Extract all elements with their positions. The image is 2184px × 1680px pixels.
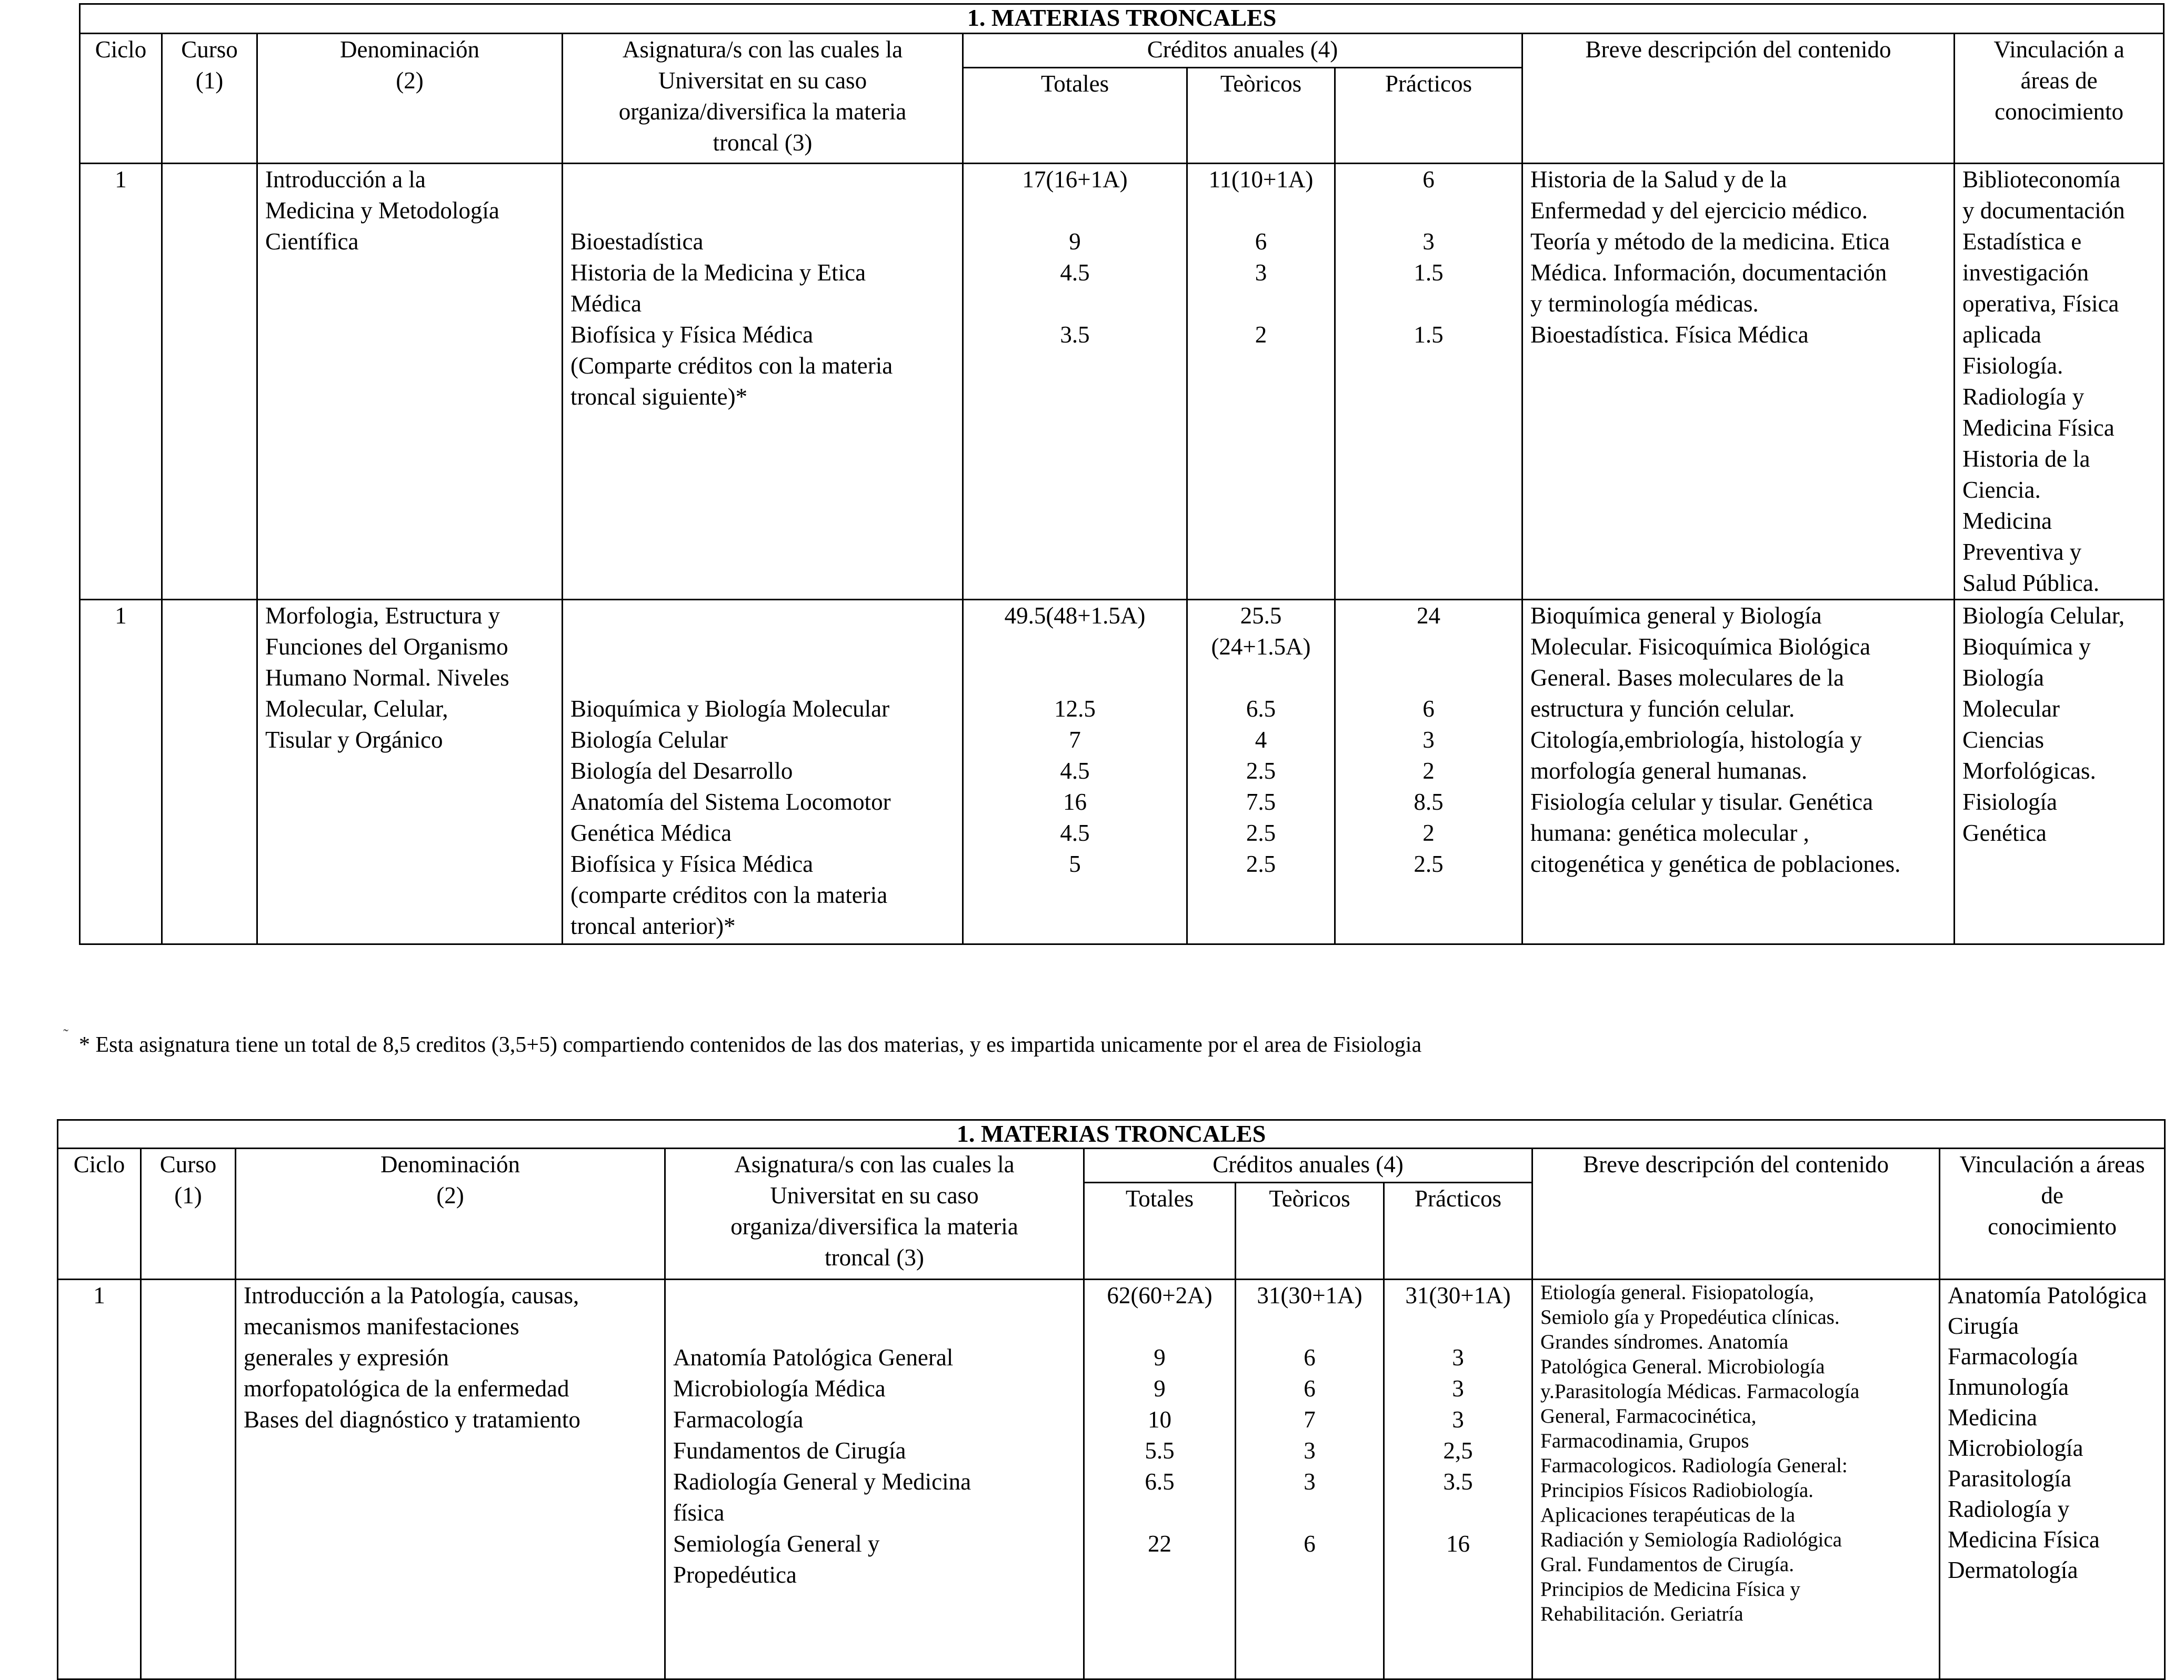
cell-totales: 17(16+1A) 9 4.5 3.5 (963, 164, 1187, 600)
cell-denominacion: Introducción a la Patología, causas, mecanismos manifestaciones generales y expresión morfopatológica de la enfermedad Bases del diagnóstico y tratamiento (236, 1280, 665, 1679)
table-title: 1. MATERIAS TRONCALES (58, 1120, 2165, 1149)
cell-asignaturas: Anatomía Patológica General Microbiología Médica Farmacología Fundamentos de Cirugía Radiología General y Medicina física Semiología General y Propedéutica (665, 1280, 1084, 1679)
materias-troncales-table-2 (57, 1119, 2166, 1680)
cell-practicos: 31(30+1A) 3 3 3 2,5 3.5 16 (1384, 1280, 1532, 1679)
header-descripcion: Breve descripción del contenido (1522, 34, 1955, 164)
cell-curso (162, 600, 257, 944)
table-row (58, 1280, 2165, 1679)
header-creditos: Créditos anuales (4) (963, 34, 1522, 68)
cell-teoricos: 31(30+1A) 6 6 7 3 3 6 (1236, 1280, 1384, 1679)
header-ciclo: Ciclo (80, 34, 162, 164)
header-curso: Curso (1) (141, 1149, 236, 1280)
header-vinculacion: Vinculación a áreas de conocimiento (1955, 34, 2164, 164)
header-practicos: Prácticos (1384, 1183, 1532, 1280)
header-teoricos: Teòricos (1187, 68, 1335, 164)
header-descripcion: Breve descripción del contenido (1532, 1149, 1940, 1280)
materias-troncales-table-1 (79, 3, 2165, 945)
cell-descripcion: Bioquímica general y Biología Molecular. Fisicoquímica Biológica General. Bases moleculares de la estructura y función celular. Citología,embriología, histología y morfología general humanas. Fisiología celular y tisular. Genética humana: genética molecular , citogenética y genética de poblaciones. (1522, 600, 1955, 944)
header-totales: Totales (1084, 1183, 1236, 1280)
cell-practicos: 6 3 1.5 1.5 (1335, 164, 1522, 600)
cell-descripcion: Historia de la Salud y de la Enfermedad y del ejercicio médico. Teoría y método de la medicina. Etica Médica. Información, documentación y terminología médicas. Bioestadística. Física Médica (1522, 164, 1955, 600)
header-denominacion: Denominación (2) (257, 34, 563, 164)
header-denominacion: Denominación (2) (236, 1149, 665, 1280)
cell-vinculacion: Anatomía Patológica Cirugía Farmacología Inmunología Medicina Microbiología Parasitología Radiología y Medicina Física Dermatología (1940, 1280, 2165, 1679)
cell-totales: 49.5(48+1.5A) 12.5 7 4.5 16 4.5 5 (963, 600, 1187, 944)
header-creditos: Créditos anuales (4) (1084, 1149, 1532, 1183)
header-ciclo: Ciclo (58, 1149, 141, 1280)
header-asignaturas: Asignatura/s con las cuales la Universitat en su caso organiza/diversifica la materia troncal (3) (563, 34, 963, 164)
header-teoricos: Teòricos (1236, 1183, 1384, 1280)
cell-vinculacion: Biología Celular, Bioquímica y Biología Molecular Ciencias Morfológicas. Fisiología Genética (1955, 600, 2164, 944)
cell-asignaturas: Bioquímica y Biología Molecular Biología Celular Biología del Desarrollo Anatomía del Sistema Locomotor Genética Médica Biofísica y Física Médica (comparte créditos con la materia troncal anterior)* (563, 600, 963, 944)
cell-totales: 62(60+2A) 9 9 10 5.5 6.5 22 (1084, 1280, 1236, 1679)
cell-asignaturas: Bioestadística Historia de la Medicina y Etica Médica Biofísica y Física Médica (Comparte créditos con la materia troncal siguiente)* (563, 164, 963, 600)
cell-ciclo: 1 (58, 1280, 141, 1679)
cell-practicos: 24 6 3 2 8.5 2 2.5 (1335, 600, 1522, 944)
header-totales: Totales (963, 68, 1187, 164)
table-row (80, 164, 2164, 600)
table-title: 1. MATERIAS TRONCALES (80, 4, 2164, 34)
cell-denominacion: Morfologia, Estructura y Funciones del Organismo Humano Normal. Niveles Molecular, Celular, Tisular y Orgánico (257, 600, 563, 944)
cell-vinculacion: Biblioteconomía y documentación Estadística e investigación operativa, Física aplicada Fisiología. Radiología y Medicina Física Historia de la Ciencia. Medicina Preventiva y Salud Pública. (1955, 164, 2164, 600)
cell-teoricos: 11(10+1A) 6 3 2 (1187, 164, 1335, 600)
table-row (80, 600, 2164, 944)
header-practicos: Prácticos (1335, 68, 1522, 164)
cell-curso (162, 164, 257, 600)
cell-ciclo: 1 (80, 600, 162, 944)
header-curso: Curso (1) (162, 34, 257, 164)
footnote: * Esta asignatura tiene un total de 8,5 creditos (3,5+5) compartiendo contenidos de las dos materias, y es impartida unicamente por el area de Fisiologia (79, 1033, 1422, 1057)
header-asignaturas: Asignatura/s con las cuales la Universitat en su caso organiza/diversifica la materia troncal (3) (665, 1149, 1084, 1280)
header-vinculacion: Vinculación a áreas de conocimiento (1940, 1149, 2165, 1280)
cell-ciclo: 1 (80, 164, 162, 600)
scan-mark: ˜ (63, 1026, 68, 1043)
cell-denominacion: Introducción a la Medicina y Metodología Científica (257, 164, 563, 600)
cell-teoricos: 25.5 (24+1.5A) 6.5 4 2.5 7.5 2.5 2.5 (1187, 600, 1335, 944)
cell-descripcion: Etiología general. Fisiopatología, Semiolo gía y Propedéutica clínicas. Grandes síndromes. Anatomía Patológica General. Microbiología y.Parasitología Médicas. Farmacología General, Farmacocinética, Farmacodinamia, Grupos Farmacologicos. Radiología General: Principios Físicos Radiobiología. Aplicaciones terapéuticas de la Radiación y Semiología Radiológica Gral. Fundamentos de Cirugía. Principios de Medicina Física y Rehabilitación. Geriatría (1532, 1280, 1940, 1679)
cell-curso (141, 1280, 236, 1679)
